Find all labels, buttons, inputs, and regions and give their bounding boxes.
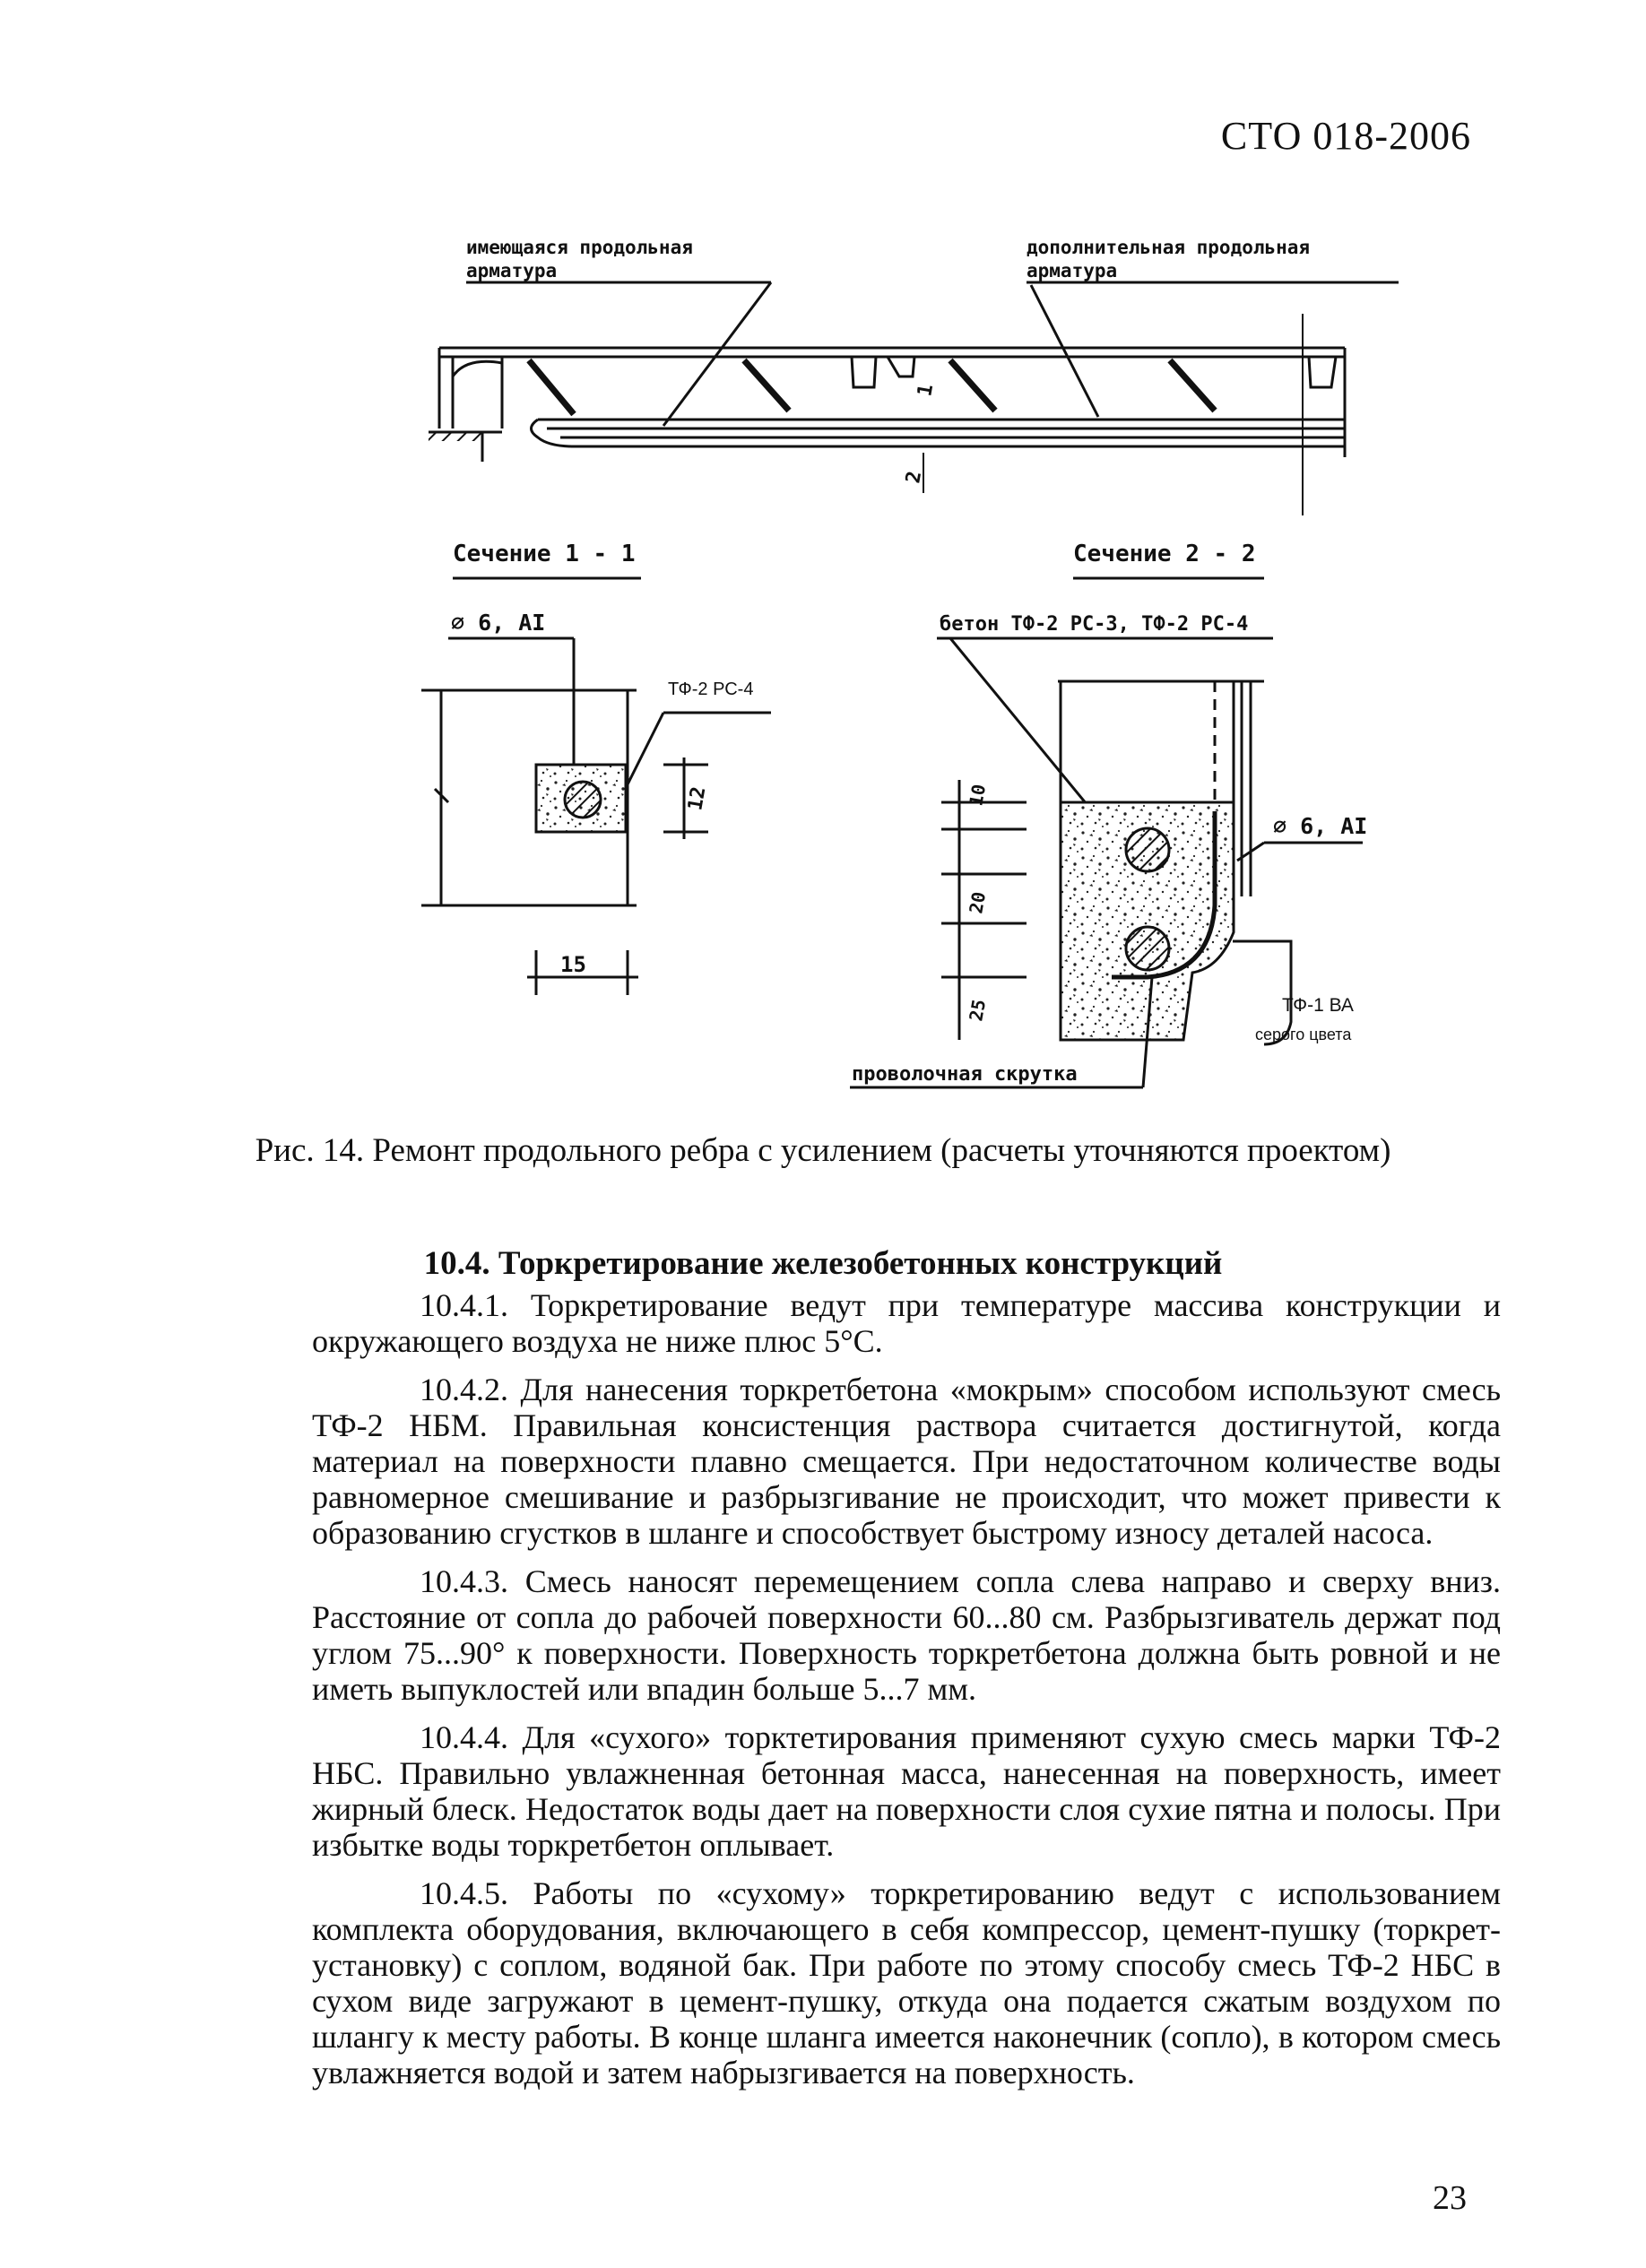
- section-2-coat-label-2: серого цвета: [1255, 1026, 1352, 1043]
- label-additional-rebar-2: арматура: [1027, 260, 1118, 281]
- section-1-bar-label: ∅ 6, AI: [451, 610, 546, 636]
- label-existing-rebar-2: арматура: [466, 260, 558, 281]
- page-number: 23: [1433, 2179, 1467, 2217]
- label-existing-rebar-1: имеющаяся продольная: [466, 237, 693, 258]
- label-additional-rebar-1: дополнительная продольная: [1027, 237, 1311, 258]
- elevation-mark-2: 2: [902, 469, 927, 486]
- section-2-dim-3: 25: [965, 997, 991, 1023]
- section-2-bar-label: ∅ 6, AI: [1273, 813, 1368, 839]
- section-2-dim-2: 20: [965, 889, 991, 915]
- paragraph-10-4-1: 10.4.1. Торкретирование ведут при температуре массива конструкции и окружающего воздуха не ниже плюс 5°С.: [312, 1287, 1501, 1359]
- section-2-wire-label: проволочная скрутка: [852, 1063, 1078, 1086]
- paragraph-10-4-5: 10.4.5. Работы по «сухому» торкретированию ведут с использованием комплекта оборудования, включающего в себя компрессор, цемент-пушку (торкрет-установку) с соплом, водяной бак. При работе по этому способу смесь ТФ-2 НБС в сухом виде загружают в цемент-пушку, откуда она подается сжатым воздухом по шлангу к месту работы. В конце шланга имеется наконечник (сопло), в котором смесь увлажняется водой и затем набрызгивается на поверхность.: [312, 1875, 1501, 2091]
- document-code: СТО 018-2006: [1220, 114, 1471, 158]
- section-2-title: Сечение 2 - 2: [1073, 541, 1256, 567]
- elevation-view: [429, 237, 1399, 515]
- section-2-dim-1: 10: [965, 782, 991, 808]
- section-1-dim-width: 15: [560, 952, 586, 977]
- paragraph-10-4-2: 10.4.2. Для нанесения торкретбетона «мокрым» способом используют смесь ТФ-2 НБМ. Правильная консистенция раствора считается достигнутой, когда материал на поверхности плавно смещается. При недостаточном количестве воды равномерное смешивание и разбрызгивание не происходит, что может привести к образованию сгустков в шланге и способствует быстрому износу деталей насоса.: [312, 1372, 1501, 1551]
- section-1-mix-label: ТФ-2 РС-4: [668, 680, 754, 699]
- section-2-view: [850, 541, 1367, 1087]
- section-1-title: Сечение 1 - 1: [453, 541, 636, 567]
- paragraph-10-4-3: 10.4.3. Смесь наносят перемещением сопла слева направо и сверху вниз. Расстояние от сопла до рабочей поверхности 60...80 см. Разбрызгиватель держат под углом 75...90° к поверхности. Поверхность торкретбетона должна быть ровной и не иметь выпуклостей или впадин больше 5...7 мм.: [312, 1563, 1501, 1707]
- body-text: [312, 1287, 1501, 2103]
- figure-caption: Рис. 14. Ремонт продольного ребра с усилением (расчеты уточняются проектом): [255, 1132, 1391, 1169]
- section-2-coat-label-1: ТФ-1 ВА: [1282, 995, 1354, 1016]
- elevation-mark-1: 1: [914, 382, 939, 399]
- section-title: 10.4. Торкретирование железобетонных конструкций: [423, 1245, 1223, 1282]
- section-1-view: [421, 541, 771, 995]
- section-1-dim-height: 12: [684, 784, 711, 813]
- figure-rib-repair: [0, 0, 1646, 1112]
- paragraph-10-4-4: 10.4.4. Для «сухого» торктетирования применяют сухую смесь марки ТФ-2 НБС. Правильно увлажненная бетонная масса, нанесенная на поверхность, имеет жирный блеск. Недостаток воды дает на поверхности слоя сухие пятна и полосы. При избытке воды торкретбетон оплывает.: [312, 1719, 1501, 1863]
- section-2-concrete-label: бетон ТФ-2 РС-3, ТФ-2 РС-4: [940, 613, 1249, 636]
